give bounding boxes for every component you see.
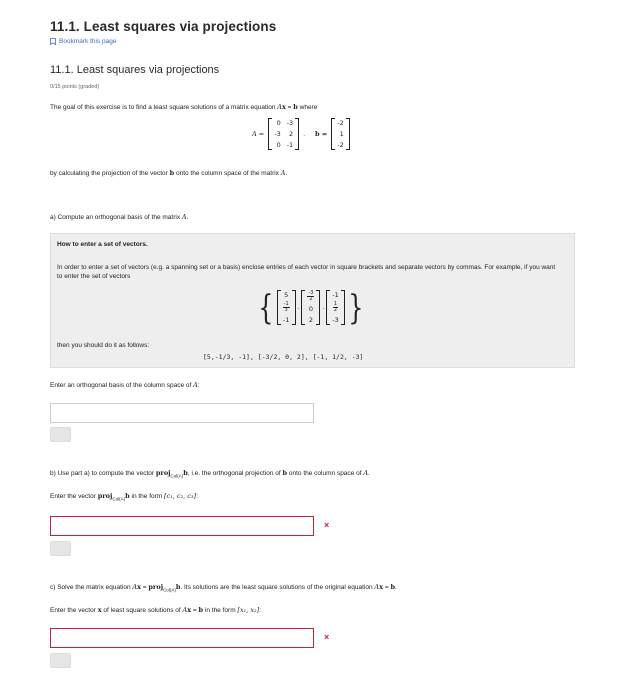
submit-button-a[interactable] [50, 427, 71, 442]
intro-text: The goal of this exercise is to find a least square solutions of a matrix equation Ax = b where [50, 103, 318, 111]
by-calc-text: by calculating the projection of the vector b onto the column space of the matrix A. [50, 169, 288, 177]
code-example: [5,-1/3, -1], [-3/2, 0, 2], [-1, 1/2, -3] [203, 353, 364, 361]
solution-input[interactable] [50, 628, 314, 648]
example-vector-1: 5 $\frac{-1}{3}$ -1 [277, 290, 296, 325]
incorrect-icon: × [324, 520, 330, 530]
matrix-a-label: A = [252, 130, 265, 138]
bookmark-label: Bookmark this page [59, 38, 117, 45]
help-title: How to enter a set of vectors. [57, 241, 148, 248]
then-text: then you should do it as follows: [57, 342, 150, 349]
example-vector-set: { 5 $\frac{-1}{3}$ -1 . $\frac{-3}{2}$ 0 2 . -1 $\frac{1}{2}$ -3 } [258, 287, 364, 328]
part-c-label: c) Solve the matrix equation Ax = proj$_{Col(A)}$b. Its solutions are the least square solutions of the original equation Ax = b. [50, 583, 397, 593]
bookmark-icon [50, 38, 56, 45]
points-label: 0/15 points (graded) [50, 84, 100, 90]
bookmark-link[interactable] [50, 38, 116, 45]
page-title: 11.1. Least squares via projections [50, 19, 277, 34]
part-b-label: b) Use part a) to compute the vector proj$_{Col(A)}$b, i.e. the orthogonal projection of b onto the column space of A. [50, 469, 370, 479]
matrix-equation: A = 0 -3 -3 2 0 -1 . b = -2 1 -2 [252, 118, 350, 150]
enter-solution-label: Enter the vector x of least square solutions of Ax = b in the form [x₁, x₂]: [50, 606, 261, 614]
vector-b: -2 1 -2 [331, 118, 349, 150]
projection-input[interactable] [50, 516, 314, 536]
submit-button-c[interactable] [50, 653, 71, 668]
submit-button-b[interactable] [50, 541, 71, 556]
example-vector-2: $\frac{-3}{2}$ 0 2 [301, 290, 320, 325]
basis-input[interactable] [50, 403, 314, 423]
problem-title: 11.1. Least squares via projections [50, 64, 220, 76]
example-vector-3: -1 $\frac{1}{2}$ -3 [326, 290, 344, 325]
help-text: In order to enter a set of vectors (e.g. a spanning set or a basis) enclose entries of each vector in square brackets and separate vectors by commas. For example, if you want to enter the set of vectors [57, 264, 556, 280]
enter-basis-label: Enter an orthogonal basis of the column space of A: [50, 381, 200, 389]
vector-b-label: b = [315, 130, 328, 138]
part-a-label: a) Compute an orthogonal basis of the matrix A. [50, 213, 189, 221]
enter-projection-label: Enter the vector proj$_{Col(A)}$b in the form [c₁, c₂, c₃]: [50, 492, 198, 502]
incorrect-icon: × [324, 632, 330, 642]
matrix-a: 0 -3 -3 2 0 -1 [268, 118, 299, 150]
